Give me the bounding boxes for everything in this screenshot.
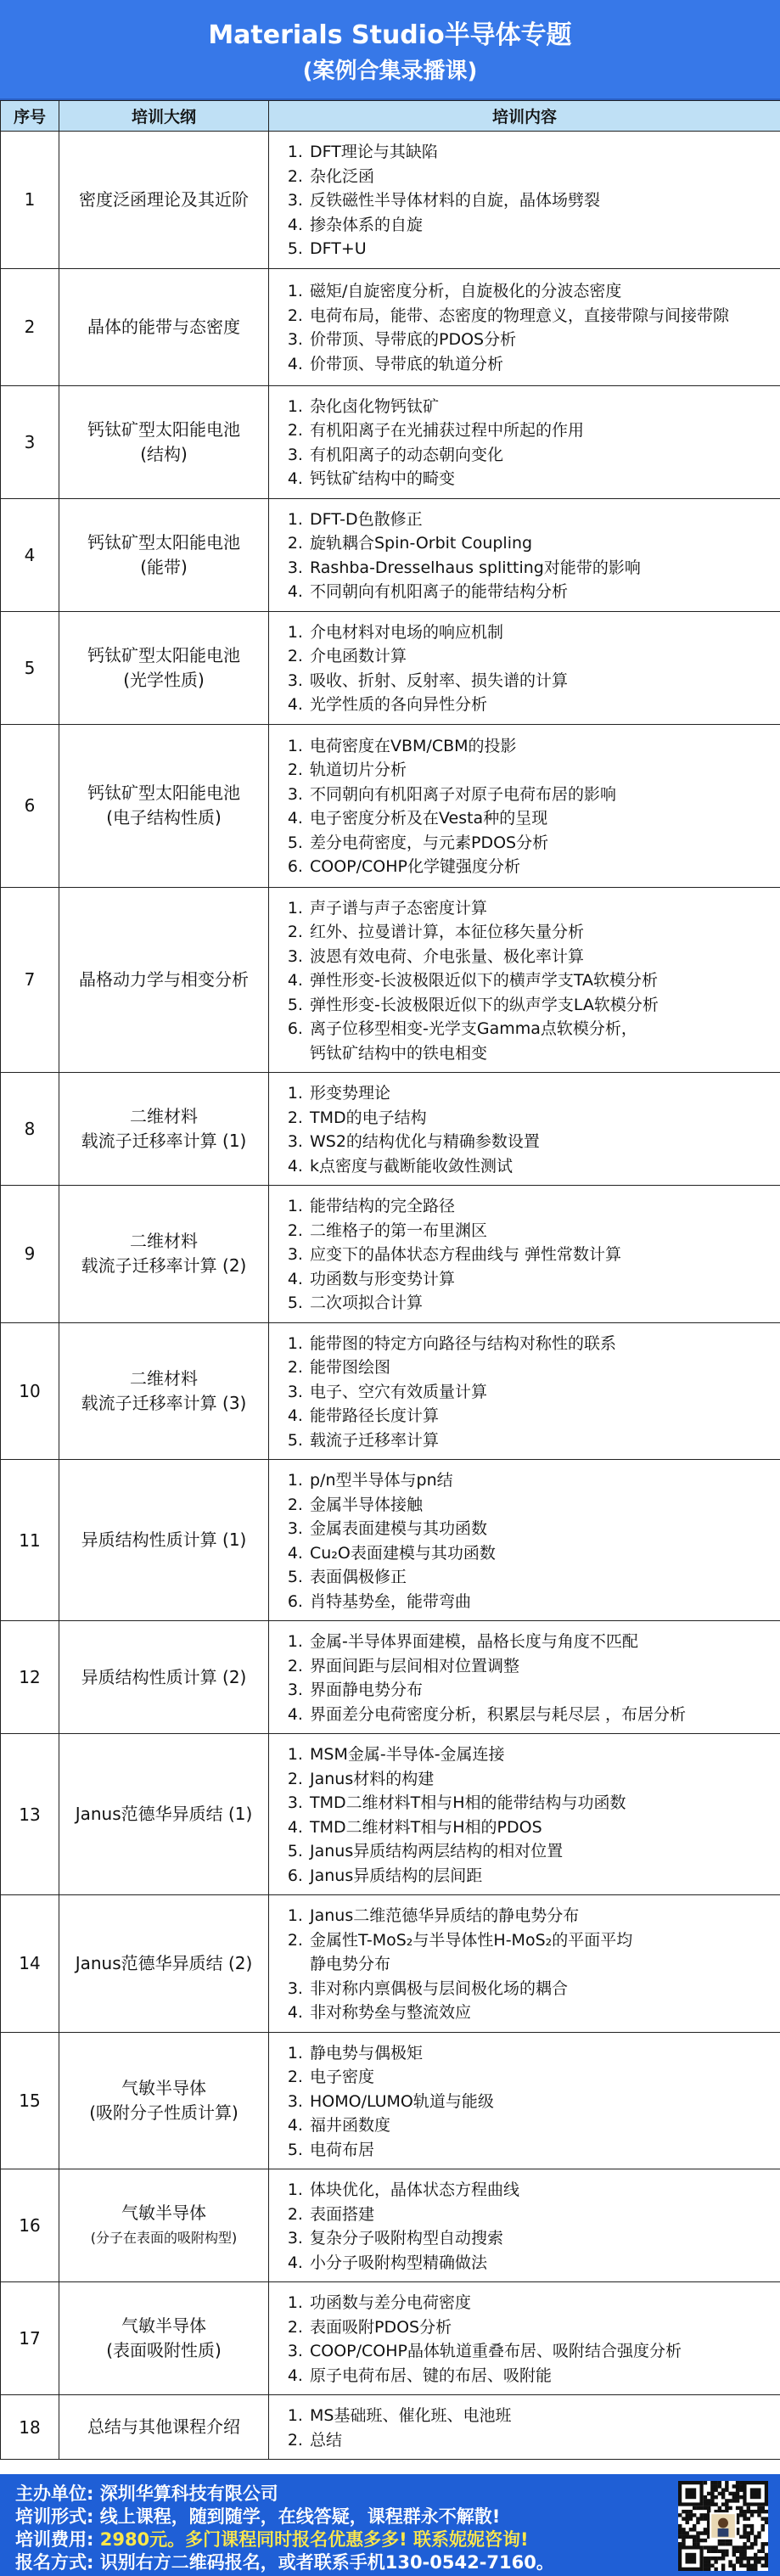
row-content [269, 385, 780, 498]
content-list [286, 1468, 775, 1614]
course-table [0, 100, 780, 2460]
outline-text: 气敏半导体 (表面吸附性质) [106, 2315, 222, 2360]
list-item: 5. 二次项拟合计算 [308, 1291, 775, 1316]
row-number: 10 [1, 1322, 59, 1460]
row-content [269, 268, 780, 385]
list-item: 4. TMD二维材料T相与H相的PDOS [308, 1816, 775, 1840]
table-row [1, 1322, 780, 1460]
list-item: 5. 载流子迁移率计算 [308, 1428, 775, 1453]
row-outline [59, 2282, 269, 2395]
outline-text: 钙钛矿型太阳能电池 (光学性质) [87, 644, 240, 690]
list-item: 1. Janus二维范德华异质结的静电势分布 [308, 1904, 775, 1928]
row-number: 1 [1, 132, 59, 269]
content-list [286, 2041, 775, 2163]
row-outline [59, 2032, 269, 2169]
list-item: 2. 电荷布局，能带、态密度的物理意义，直接带隙与间接带隙 [308, 304, 775, 328]
list-item: 1. 磁矩/自旋密度分析，自旋极化的分波态密度 [308, 279, 775, 304]
list-item: 3. 电子、空穴有效质量计算 [308, 1380, 775, 1405]
content-list [286, 2404, 775, 2452]
content-list [286, 279, 775, 376]
content-list [286, 2291, 775, 2388]
header-content: 培训内容 [269, 101, 780, 132]
list-item: 1. DFT-D色散修正 [308, 508, 775, 532]
row-content [269, 724, 780, 887]
row-content [269, 1186, 780, 1323]
list-item: 4. 不同朝向有机阳离子的能带结构分析 [308, 580, 775, 604]
row-content [269, 2032, 780, 2169]
content-list [286, 1332, 775, 1453]
list-item: 3. 吸收、折射、反射率、损失谱的计算 [308, 669, 775, 693]
list-item: 3. 有机阳离子的动态朝向变化 [308, 443, 775, 468]
list-item: 3. 非对称内禀偶极与层间极化场的耦合 [308, 1977, 775, 2001]
row-outline [59, 2395, 269, 2460]
list-item: 2. 二维格子的第一布里渊区 [308, 1219, 775, 1243]
list-item: 2. 表面搭建 [308, 2203, 775, 2227]
list-item: 1. 体块优化，晶体状态方程曲线 [308, 2178, 775, 2203]
header-outline: 培训大纲 [59, 101, 269, 132]
list-item: 1. 能带结构的完全路径 [308, 1194, 775, 1219]
content-list [286, 1904, 775, 2025]
row-content [269, 1322, 780, 1460]
list-item: 4. 弹性形变-长波极限近似下的横声学支TA软模分析 [308, 968, 775, 993]
table-row [1, 132, 780, 269]
table-row [1, 724, 780, 887]
table-row [1, 2032, 780, 2169]
list-item: 1. 杂化卤化物钙钛矿 [308, 395, 775, 419]
qr-code-icon [678, 2481, 768, 2571]
row-number: 6 [1, 724, 59, 887]
list-item: 4. 功函数与形变势计算 [308, 1267, 775, 1292]
list-item: 2. 旋轨耦合Spin-Orbit Coupling [308, 531, 775, 556]
outline-text: 异质结构性质计算 (2) [81, 1666, 247, 1687]
table-row [1, 1734, 780, 1895]
list-item: 2. 金属性T-MoS₂与半导体性H-MoS₂的平面平均 静电势分布 [308, 1928, 775, 1977]
row-number: 15 [1, 2032, 59, 2169]
row-content [269, 611, 780, 724]
fee-label: 培训费用: [15, 2529, 94, 2550]
table-row [1, 887, 780, 1073]
content-list [286, 1743, 775, 1888]
page-subtitle: (案例合集录播课) [302, 59, 478, 84]
list-item: 3. 反铁磁性半导体材料的自旋，晶体场劈裂 [308, 188, 775, 213]
list-item: 3. 金属表面建模与其功函数 [308, 1517, 775, 1541]
row-content [269, 887, 780, 1073]
row-number: 16 [1, 2169, 59, 2282]
footer-fee [15, 2528, 780, 2551]
content-list [286, 1194, 775, 1316]
list-item: 4. k点密度与截断能收敛性测试 [308, 1154, 775, 1179]
list-item: 3. 复杂分子吸附构型自动搜索 [308, 2226, 775, 2251]
outline-subtext: (分子在表面的吸附构型) [90, 2230, 238, 2246]
list-item: 2. 金属半导体接触 [308, 1493, 775, 1518]
list-item: 3. Rashba-Dresselhaus splitting对能带的影响 [308, 556, 775, 581]
list-item: 2. 界面间距与层间相对位置调整 [308, 1654, 775, 1679]
list-item: 2. 红外、拉曼谱计算，本征位移矢量分析 [308, 920, 775, 945]
list-item: 3. 价带顶、导带底的PDOS分析 [308, 328, 775, 352]
list-item: 6. 离子位移型相变-光学支Gamma点软模分析， 钙钛矿结构中的铁电相变 [308, 1017, 775, 1065]
list-item: 3. HOMO/LUMO轨道与能级 [308, 2090, 775, 2114]
row-content [269, 132, 780, 269]
table-row [1, 1460, 780, 1621]
list-item: 4. 钙钛矿结构中的畸变 [308, 467, 775, 491]
list-item: 2. 能带图绘图 [308, 1355, 775, 1380]
row-outline [59, 1621, 269, 1734]
list-item: 3. 界面静电势分布 [308, 1678, 775, 1703]
row-outline [59, 385, 269, 498]
list-item: 2. 轨道切片分析 [308, 758, 775, 783]
host-label: 主办单位: [15, 2483, 94, 2504]
list-item: 4. Cu₂O表面建模与其功函数 [308, 1541, 775, 1566]
list-item: 3. TMD二维材料T相与H相的能带结构与功函数 [308, 1791, 775, 1816]
content-list [286, 620, 775, 717]
content-list [286, 734, 775, 879]
outline-text: 气敏半导体 (吸附分子性质计算) [89, 2077, 238, 2123]
list-item: 1. 静电势与偶极矩 [308, 2041, 775, 2066]
list-item: 5. 差分电荷密度，与元素PDOS分析 [308, 831, 775, 856]
format-value: 线上课程，随到随学，在线答疑，课程群永不解散! [99, 2506, 501, 2527]
row-outline [59, 1734, 269, 1895]
footer-info [0, 2474, 780, 2576]
content-list [286, 896, 775, 1066]
content-list [286, 1630, 775, 1726]
list-item: 1. 能带图的特定方向路径与结构对称性的联系 [308, 1332, 775, 1356]
row-number: 13 [1, 1734, 59, 1895]
row-content [269, 2395, 780, 2460]
row-content [269, 1621, 780, 1734]
list-item: 4. 原子电荷布居、键的布居、吸附能 [308, 2364, 775, 2388]
list-item: 5. DFT+U [308, 237, 775, 261]
list-item: 5. 电荷布居 [308, 2138, 775, 2163]
table-header-row [1, 101, 780, 132]
list-item: 4. 界面差分电荷密度分析，积累层与耗尽层 ，布居分析 [308, 1703, 775, 1727]
footer-format [15, 2506, 780, 2528]
list-item: 2. 表面吸附PDOS分析 [308, 2315, 775, 2340]
list-item: 5. Janus异质结构两层结构的相对位置 [308, 1839, 775, 1864]
list-item: 4. 电子密度分析及在Vesta种的呈现 [308, 806, 775, 831]
footer-host [15, 2483, 780, 2506]
list-item: 2. 总结 [308, 2428, 775, 2453]
list-item: 4. 非对称势垒与整流效应 [308, 2001, 775, 2025]
table-row [1, 1895, 780, 2033]
list-item: 3. 应变下的晶体状态方程曲线与 弹性常数计算 [308, 1243, 775, 1267]
outline-text: 二维材料 载流子迁移率计算 (2) [81, 1231, 247, 1277]
list-item: 6. Janus异质结构的层间距 [308, 1864, 775, 1889]
table-row [1, 2395, 780, 2460]
content-list [286, 140, 775, 261]
signup-value: 识别右方二维码报名，或者联系手机130-0542-7160。 [99, 2552, 554, 2573]
qr-code[interactable] [678, 2481, 768, 2571]
list-item: 2. 介电函数计算 [308, 644, 775, 669]
list-item: 4. 能带路径长度计算 [308, 1404, 775, 1428]
list-item: 3. COOP/COHP晶体轨道重叠布居、吸附结合强度分析 [308, 2339, 775, 2364]
row-outline [59, 724, 269, 887]
row-number: 2 [1, 268, 59, 385]
content-list [286, 1081, 775, 1178]
header-number: 序号 [1, 101, 59, 132]
list-item: 1. p/n型半导体与pn结 [308, 1468, 775, 1493]
row-content [269, 1895, 780, 2033]
list-item: 3. WS2的结构优化与精确参数设置 [308, 1130, 775, 1154]
table-row [1, 498, 780, 611]
row-content [269, 1073, 780, 1186]
table-row [1, 2169, 780, 2282]
row-outline [59, 1186, 269, 1323]
list-item: 1. MS基础班、催化班、电池班 [308, 2404, 775, 2428]
list-item: 2. TMD的电子结构 [308, 1106, 775, 1131]
row-number: 12 [1, 1621, 59, 1734]
outline-text: Janus范德华异质结 (1) [75, 1804, 253, 1824]
row-outline [59, 887, 269, 1073]
list-item: 6. COOP/COHP化学键强度分析 [308, 855, 775, 879]
list-item: 3. 不同朝向有机阳离子对原子电荷布居的影响 [308, 783, 775, 807]
row-number: 5 [1, 611, 59, 724]
row-number: 4 [1, 498, 59, 611]
list-item: 3. 波恩有效电荷、介电张量、极化率计算 [308, 945, 775, 969]
list-item: 1. 介电材料对电场的响应机制 [308, 620, 775, 645]
row-number: 17 [1, 2282, 59, 2395]
table-row [1, 1073, 780, 1186]
outline-text: 钙钛矿型太阳能电池 (电子结构性质) [87, 783, 240, 828]
row-outline [59, 498, 269, 611]
list-item: 4. 小分子吸附构型精确做法 [308, 2251, 775, 2276]
table-row [1, 1621, 780, 1734]
list-item: 1. MSM金属-半导体-金属连接 [308, 1743, 775, 1767]
row-content [269, 1460, 780, 1621]
row-content [269, 2282, 780, 2395]
table-row [1, 268, 780, 385]
table-row [1, 2282, 780, 2395]
outline-text: 钙钛矿型太阳能电池 (结构) [87, 418, 240, 464]
title-banner [0, 0, 780, 100]
outline-text: 密度泛函理论及其近阶 [79, 188, 249, 210]
row-content [269, 498, 780, 611]
content-list [286, 508, 775, 604]
list-item: 1. 功函数与差分电荷密度 [308, 2291, 775, 2315]
row-outline [59, 1460, 269, 1621]
outline-text: 钙钛矿型太阳能电池 (能带) [87, 531, 240, 577]
row-number: 14 [1, 1895, 59, 2033]
table-row [1, 1186, 780, 1323]
row-outline [59, 1073, 269, 1186]
outline-text: 异质结构性质计算 (1) [81, 1529, 247, 1550]
row-outline [59, 132, 269, 269]
list-item: 4. 掺杂体系的自旋 [308, 213, 775, 238]
list-item: 2. 杂化泛函 [308, 165, 775, 189]
list-item: 2. 有机阳离子在光捕获过程中所起的作用 [308, 418, 775, 443]
outline-text: 二维材料 载流子迁移率计算 (3) [81, 1367, 247, 1413]
list-item: 2. 电子密度 [308, 2065, 775, 2090]
list-item: 6. 肖特基势垒，能带弯曲 [308, 1590, 775, 1614]
row-number: 8 [1, 1073, 59, 1186]
list-item: 1. 金属-半导体界面建模，晶格长度与角度不匹配 [308, 1630, 775, 1654]
signup-label: 报名方式: [15, 2552, 94, 2573]
row-number: 3 [1, 385, 59, 498]
list-item: 1. 形变势理论 [308, 1081, 775, 1106]
row-outline [59, 268, 269, 385]
content-list [286, 395, 775, 491]
list-item: 2. Janus材料的构建 [308, 1767, 775, 1792]
fee-value: 2980元。多门课程同时报名优惠多多! 联系妮妮咨询! [99, 2529, 529, 2550]
outline-text: 气敏半导体 [121, 2203, 206, 2223]
row-number: 18 [1, 2395, 59, 2460]
row-outline [59, 2169, 269, 2282]
table-body [1, 132, 780, 2460]
list-item: 4. 光学性质的各向异性分析 [308, 693, 775, 717]
list-item: 1. 电荷密度在VBM/CBM的投影 [308, 734, 775, 759]
list-item: 5. 弹性形变-长波极限近似下的纵声学支LA软模分析 [308, 993, 775, 1018]
list-item: 4. 福井函数度 [308, 2113, 775, 2138]
list-item: 1. DFT理论与其缺陷 [308, 140, 775, 165]
content-list [286, 2178, 775, 2275]
row-content [269, 2169, 780, 2282]
outline-text: Janus范德华异质结 (2) [75, 1952, 253, 1973]
outline-text: 晶格动力学与相变分析 [79, 968, 249, 990]
row-outline [59, 611, 269, 724]
row-content [269, 1734, 780, 1895]
list-item: 4. 价带顶、导带底的轨道分析 [308, 352, 775, 377]
page-title: Materials Studio半导体专题 [208, 20, 572, 50]
table-row [1, 611, 780, 724]
row-outline [59, 1895, 269, 2033]
outline-text: 总结与其他课程介绍 [87, 2416, 240, 2437]
list-item: 1. 声子谱与声子态密度计算 [308, 896, 775, 921]
outline-text: 二维材料 载流子迁移率计算 (1) [81, 1106, 247, 1151]
outline-text: 晶体的能带与态密度 [87, 316, 240, 337]
row-number: 7 [1, 887, 59, 1073]
list-item: 5. 表面偶极修正 [308, 1565, 775, 1590]
row-outline [59, 1322, 269, 1460]
format-label: 培训形式: [15, 2506, 94, 2527]
row-number: 9 [1, 1186, 59, 1323]
table-row [1, 385, 780, 498]
row-number: 11 [1, 1460, 59, 1621]
footer-signup [15, 2551, 780, 2574]
host-value: 深圳华算科技有限公司 [99, 2483, 278, 2504]
